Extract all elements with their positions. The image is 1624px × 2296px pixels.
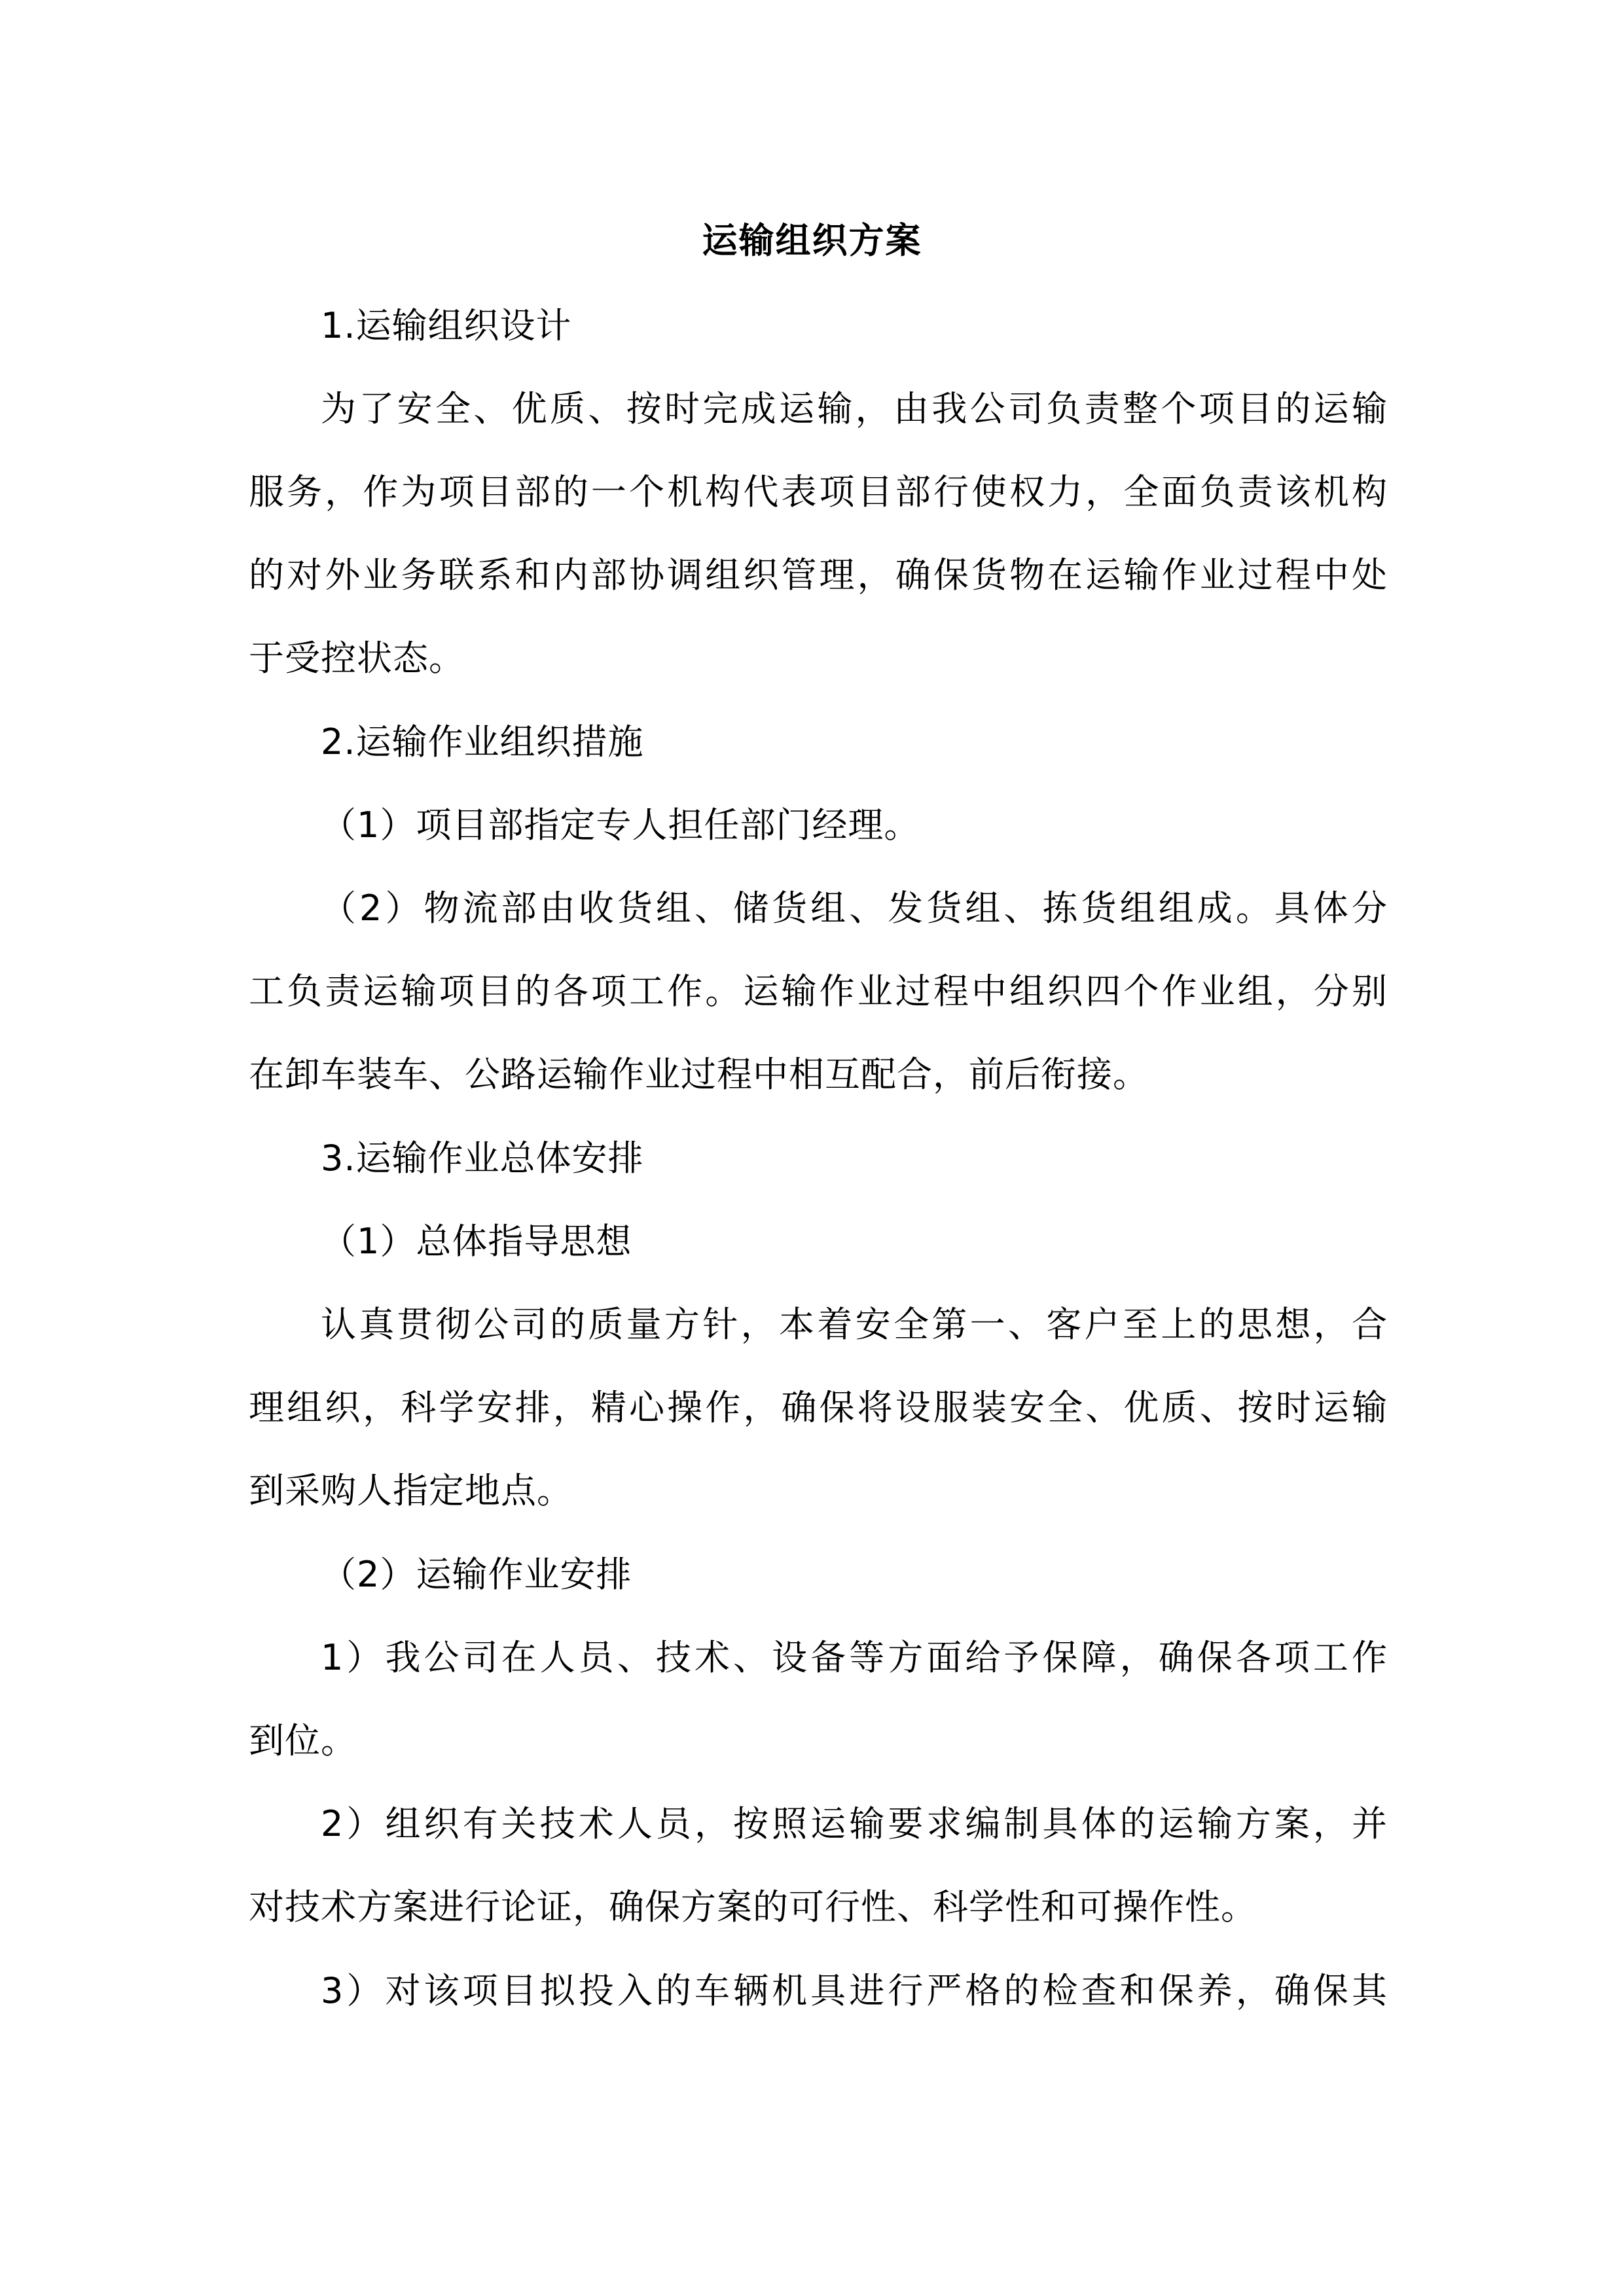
paragraph-line: 工负责运输项目的各项工作。运输作业过程中组织四个作业组，分别 [249, 971, 1388, 1012]
heading-2: 2.运输作业组织措施 [321, 721, 644, 762]
paragraph-line: 认真贯彻公司的质量方针，本着安全第一、客户至上的思想，合 [321, 1304, 1388, 1345]
subheading: （1）总体指导思想 [321, 1221, 632, 1262]
paragraph-line: 的对外业务联系和内部协调组织管理，确保货物在运输作业过程中处 [249, 554, 1388, 596]
paragraph-line: 到位。 [249, 1720, 357, 1761]
list-item: 3）对该项目拟投入的车辆机具进行严格的检查和保养，确保其 [321, 1970, 1388, 2011]
paragraph-line: 为了安全、优质、按时完成运输，由我公司负责整个项目的运输 [321, 388, 1388, 429]
paragraph-line: 服务，作为项目部的一个机构代表项目部行使权力，全面负责该机构 [249, 471, 1388, 512]
heading-1: 1.运输组织设计 [321, 305, 572, 346]
list-item: 2）组织有关技术人员，按照运输要求编制具体的运输方案，并 [321, 1803, 1388, 1844]
paragraph-line: 到采购人指定地点。 [249, 1470, 573, 1511]
paragraph-line: 理组织，科学安排，精心操作，确保将设服装安全、优质、按时运输 [249, 1387, 1388, 1428]
list-item: （2）物流部由收货组、储货组、发货组、拣货组组成。具体分 [321, 888, 1388, 929]
paragraph-line: 对技术方案进行论证，确保方案的可行性、科学性和可操作性。 [249, 1886, 1257, 1928]
subheading: （2）运输作业安排 [321, 1554, 632, 1595]
paragraph-line: 于受控状态。 [249, 637, 465, 679]
document-title: 运输组织方案 [702, 220, 922, 261]
list-item: （1）项目部指定专人担任部门经理。 [321, 804, 920, 846]
heading-3: 3.运输作业总体安排 [321, 1138, 644, 1179]
list-item: 1）我公司在人员、技术、设备等方面给予保障，确保各项工作 [321, 1637, 1388, 1678]
paragraph-line: 在卸车装车、公路运输作业过程中相互配合，前后衔接。 [249, 1054, 1149, 1095]
